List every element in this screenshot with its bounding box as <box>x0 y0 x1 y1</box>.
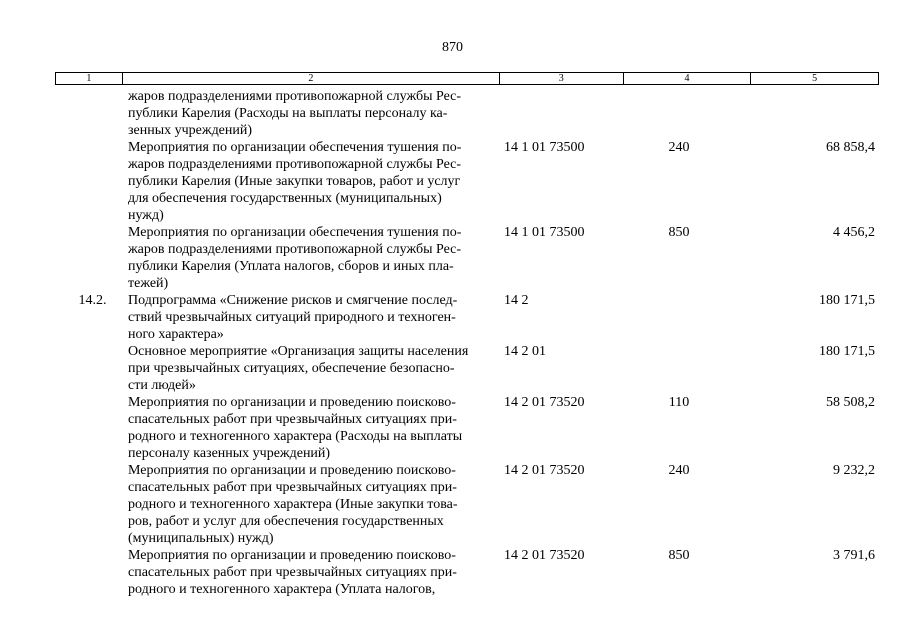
header-col-5: 5 <box>812 73 818 84</box>
row-code: 14 1 01 73500 <box>504 225 585 240</box>
row-description <box>122 547 500 598</box>
description-line: ного характера» <box>128 327 224 342</box>
row-description <box>122 88 500 139</box>
row-amount: 9 232,2 <box>833 463 875 478</box>
row-code: 14 2 01 <box>504 344 546 359</box>
description-line: родного и техногенного характера (Расходы на выплаты <box>128 429 463 444</box>
description-line: (муниципальных) нужд) <box>128 531 274 546</box>
description-line: ствий чрезвычайных ситуаций природного и техноген- <box>128 310 456 325</box>
description-line: Мероприятия по организации и проведению поисково- <box>128 548 456 563</box>
table-row <box>55 224 879 292</box>
description-line: Мероприятия по организации и проведению поисково- <box>128 395 456 410</box>
row-amount: 68 858,4 <box>826 140 875 155</box>
row-description <box>122 462 500 547</box>
description-line: Мероприятия по организации и проведению поисково- <box>128 463 456 478</box>
description-line: спасательных работ при чрезвычайных ситуациях при- <box>128 412 457 427</box>
header-col-1: 1 <box>56 73 123 84</box>
row-code: 14 2 01 73520 <box>504 463 585 478</box>
row-description <box>122 343 500 394</box>
description-line: для обеспечения государственных (муниципальных) <box>128 191 442 206</box>
row-expense-type: 850 <box>668 225 690 240</box>
table-row <box>55 292 879 343</box>
page-number: 870 <box>442 40 463 55</box>
description-line: персоналу казенных учреждений) <box>128 446 331 461</box>
description-line: спасательных работ при чрезвычайных ситуациях при- <box>128 480 457 495</box>
table-row <box>55 462 879 547</box>
description-line: нужд) <box>128 208 164 223</box>
row-expense-type: 110 <box>668 395 690 410</box>
table-body <box>55 88 879 598</box>
description-line: Основное мероприятие «Организация защиты населения <box>128 344 469 359</box>
description-line: при чрезвычайных ситуациях, обеспечение безопасно- <box>128 361 455 376</box>
row-description <box>122 292 500 343</box>
row-code: 14 2 <box>504 293 529 308</box>
description-line: публики Карелия (Иные закупки товаров, работ и услуг <box>128 174 461 189</box>
description-line: спасательных работ при чрезвычайных ситуациях при- <box>128 565 457 580</box>
description-line: жаров подразделениями противопожарной службы Рес- <box>128 242 462 257</box>
description-line: тежей) <box>128 276 169 291</box>
row-description <box>122 394 500 462</box>
description-line: родного и техногенного характера (Уплата налогов, <box>128 582 436 597</box>
row-code: 14 1 01 73500 <box>504 140 585 155</box>
table-row <box>55 394 879 462</box>
description-line: ров, работ и услуг для обеспечения государственных <box>128 514 444 529</box>
row-amount: 3 791,6 <box>833 548 875 563</box>
row-expense-type: 240 <box>668 463 690 478</box>
table-row <box>55 547 879 598</box>
description-line: публики Карелия (Уплата налогов, сборов и иных пла- <box>128 259 454 274</box>
header-col-3: 3 <box>500 73 624 84</box>
description-line: публики Карелия (Расходы на выплаты персоналу ка- <box>128 106 448 121</box>
row-expense-type: 240 <box>668 140 690 155</box>
description-line: зенных учреждений) <box>128 123 253 138</box>
row-amount: 180 171,5 <box>819 293 875 308</box>
row-number: 14.2. <box>78 293 107 308</box>
description-line: Подпрограмма «Снижение рисков и смягчение послед- <box>128 293 458 308</box>
description-line: Мероприятия по организации обеспечения тушения по- <box>128 140 462 155</box>
table-row <box>55 139 879 224</box>
row-code: 14 2 01 73520 <box>504 395 585 410</box>
description-line: жаров подразделениями противопожарной службы Рес- <box>128 89 462 104</box>
header-col-4: 4 <box>624 73 752 84</box>
row-amount: 180 171,5 <box>819 344 875 359</box>
description-line: Мероприятия по организации обеспечения тушения по- <box>128 225 462 240</box>
description-line: родного и техногенного характера (Иные закупки това- <box>128 497 458 512</box>
row-amount: 58 508,2 <box>826 395 875 410</box>
table-row <box>55 88 879 139</box>
row-description <box>122 224 500 292</box>
row-code: 14 2 01 73520 <box>504 548 585 563</box>
description-line: сти людей» <box>128 378 196 393</box>
table-row <box>55 343 879 394</box>
row-amount: 4 456,2 <box>833 225 875 240</box>
header-col-2: 2 <box>123 73 500 84</box>
description-line: жаров подразделениями противопожарной службы Рес- <box>128 157 462 172</box>
row-expense-type: 850 <box>668 548 690 563</box>
table-header <box>55 72 879 85</box>
row-description <box>122 139 500 224</box>
